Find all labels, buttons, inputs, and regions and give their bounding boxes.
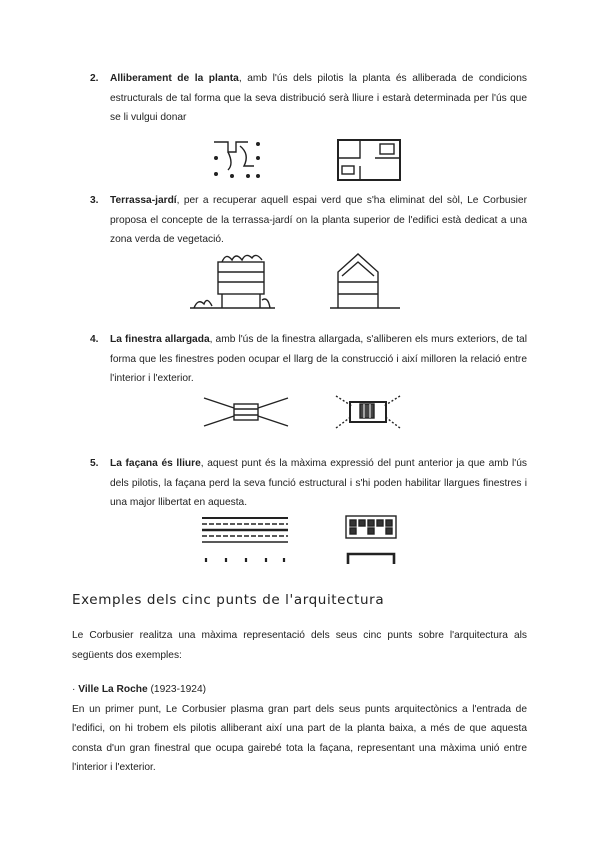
item-number: 2. xyxy=(90,73,99,84)
section-intro: Le Corbusier realitza una màxima representació dels seus cinc punts sobre l'arquitectura als següents dos exemples: xyxy=(72,630,527,661)
free-facade-sketch xyxy=(196,512,416,572)
free-plan-sketch xyxy=(210,136,410,186)
item-body xyxy=(110,191,527,250)
item-title: Terrassa-jardí xyxy=(110,195,177,206)
traditional-house-drawing xyxy=(330,254,400,308)
item-body xyxy=(110,69,527,128)
free-plan-left-drawing xyxy=(214,142,259,177)
list-item-free-plan xyxy=(90,69,527,128)
list-item-roof-garden xyxy=(90,191,527,250)
item-text: , aquest punt és la màxima expressió del punt anterior ja que amb l'ús dels pilotis, la façana perd la seva funció estructural i s'hi poden habilitar llargues finestres i una major llibertat en aquesta. xyxy=(110,458,527,508)
free-plan-right-drawing xyxy=(338,140,400,180)
example-name: Ville La Roche xyxy=(78,684,148,695)
facade-grid-windows-drawing xyxy=(346,516,396,564)
item-text: , amb l'ús dels pilotis la planta és alliberada de condicions estructurals de tal forma que la seva distribució serà lliure i estarà determinada per l'ús que se li vulgui donar xyxy=(110,73,527,123)
item-title: La finestra allargada xyxy=(110,334,210,345)
item-number: 4. xyxy=(90,334,99,345)
example-prefix: · xyxy=(72,684,79,695)
item-number: 3. xyxy=(90,195,99,206)
example-years: (1923-1924) xyxy=(147,684,207,695)
roof-garden-building-drawing xyxy=(190,255,275,308)
item-title: La façana és lliure xyxy=(110,458,201,469)
item-text: , per a recuperar aquell espai verd que s'ha eliminat del sòl, Le Corbusier proposa el concepte de la terrassa-jardí on la planta superior de l'edifici està dedicat a una zona verda de vegetació. xyxy=(110,195,527,245)
list-item-free-facade xyxy=(90,454,527,513)
item-body xyxy=(110,454,527,513)
example-paragraph xyxy=(72,680,527,778)
facade-ribbon-windows-drawing xyxy=(202,518,288,562)
item-number: 5. xyxy=(90,458,99,469)
section-heading: Exemples dels cinc punts de l'arquitectura xyxy=(72,592,385,608)
long-window-sketch xyxy=(200,392,420,432)
list-item-long-window xyxy=(90,330,527,389)
item-text: , amb l'ús de la finestra allargada, s'alliberen els murs exteriors, de tal forma que les finestres poden ocupar el llarg de la construcció i així milloren la relació entre l'interior i l'exterior. xyxy=(110,334,527,384)
roof-garden-sketch xyxy=(190,248,420,312)
item-body xyxy=(110,330,527,389)
item-title: Alliberament de la planta xyxy=(110,73,239,84)
example-text: En un primer punt, Le Corbusier plasma gran part dels seus punts arquitectònics a l'entrada de l'edifici, on hi trobem els pilotis alliberant així una part de la planta baixa, a més de que aquesta consta d'un gran finestral que ocupa gairebé tota la façana, representant una màxima unió entre l'interior i l'exterior. xyxy=(72,703,527,773)
vertical-window-drawing xyxy=(336,396,400,428)
long-window-drawing xyxy=(204,398,288,426)
